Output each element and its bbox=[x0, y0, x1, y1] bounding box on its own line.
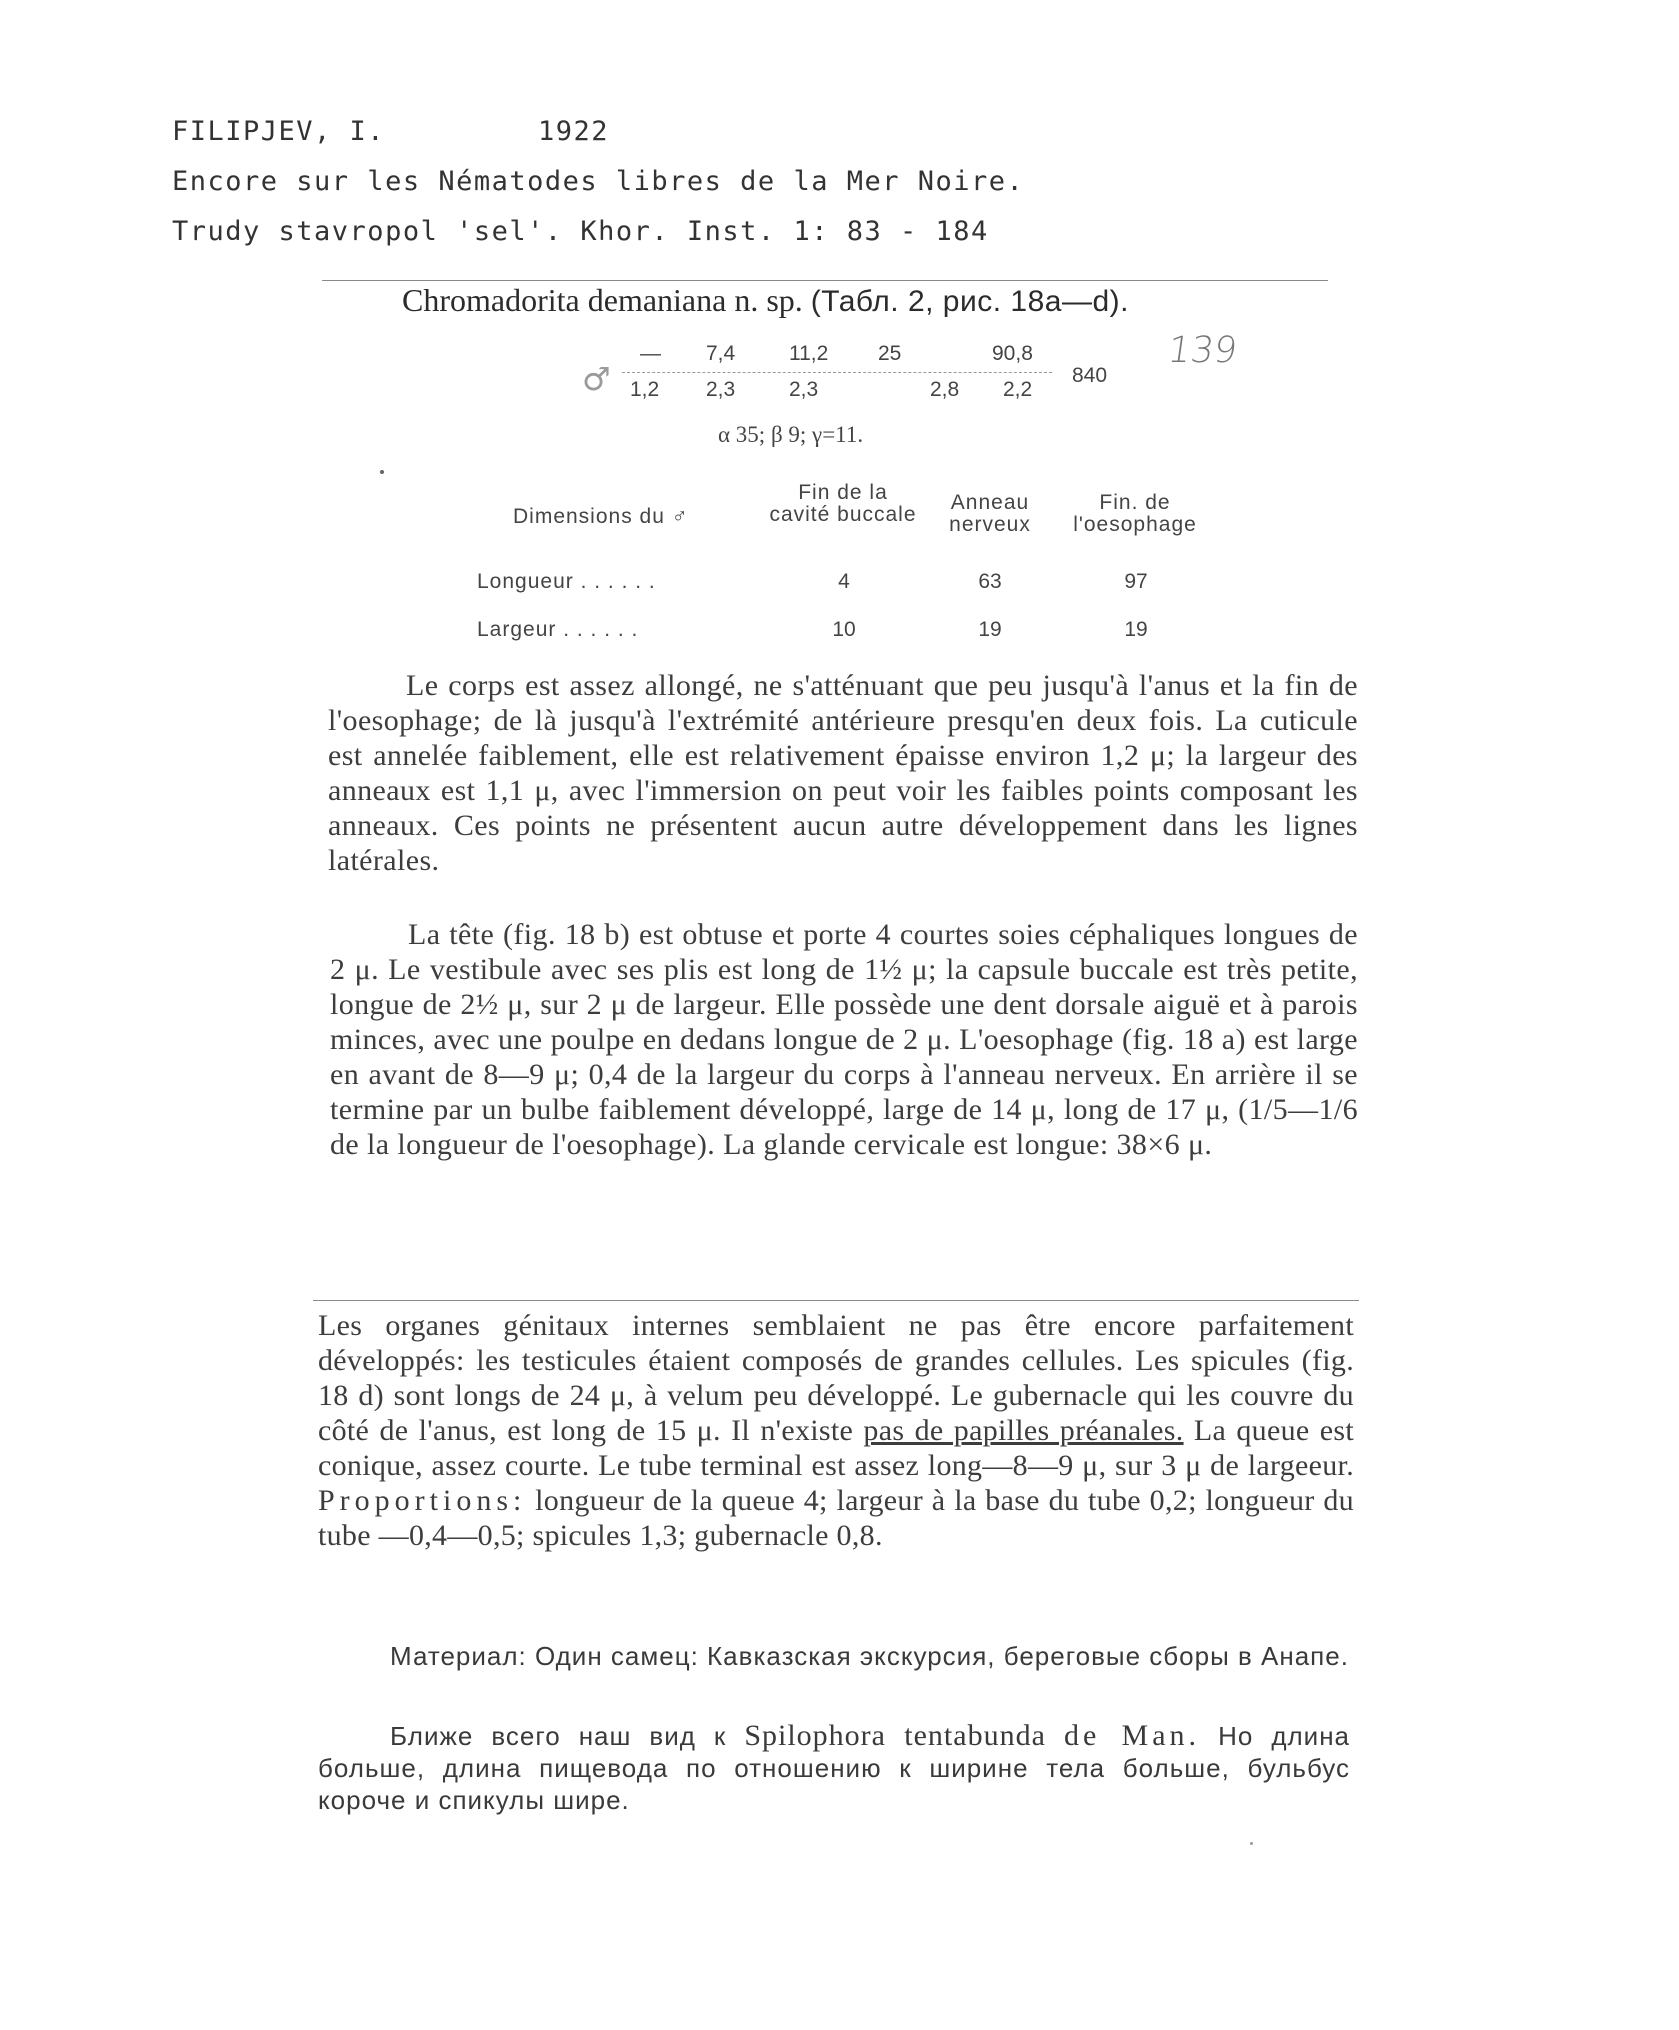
formula-top-4: 25 bbox=[878, 342, 902, 365]
russian-material-paragraph: Материал: Один самец: Кавказская экскурсия, береговые сборы в Анапе. bbox=[390, 1641, 1349, 1671]
column-header-oesophagus: Fin. de l'oesophage bbox=[1073, 491, 1197, 536]
formula-top-2: 7,4 bbox=[706, 342, 736, 365]
column-header-buccal: Fin de la cavité buccale bbox=[769, 481, 917, 526]
genital-text-b: La queue est conique, assez courte. Le tube terminal est assez long—8—9 μ, sur 3 μ de largeeur. bbox=[318, 1414, 1355, 1482]
formula-top-3: 11,2 bbox=[789, 342, 829, 365]
cell-largeur-buccal: 10 bbox=[832, 618, 856, 641]
comparison-text-b: Но длина больше, длина пищевода по отношению к ширине тела больше, бульбус короче и спикулы шире. bbox=[318, 1721, 1351, 1815]
paragraph-head-oesophagus: La tête (fig. 18 b) est obtuse et porte 4 courtes soies céphaliques longues de 2 μ. Le vestibule avec ses plis est long de 1½ μ; la capsule buccale est très petite, longue de 2½ μ, sur 2 μ de largeur. Elle possède une dent dorsale aiguë et à parois minces, avec une poulpe en dedans longue de 2 μ. L'oesophage (fig. 18 a) est large en avant de 8—9 μ; 0,4 de la largeur du corps à l'anneau nerveux. En arrière il se termine par un bulbe faiblement développé, large de 14 μ, long de 17 μ, (1/5—1/6 de la longueur de l'oesophage). La glande cervicale est longue: 38×6 μ. bbox=[330, 918, 1358, 1161]
formula-bottom-2: 2,3 bbox=[706, 378, 736, 401]
comparison-text-a: Ближе всего наш вид к bbox=[390, 1721, 727, 1751]
cell-longueur-buccal: 4 bbox=[838, 570, 850, 593]
citation-year: 1922 bbox=[538, 116, 610, 147]
middle-divider bbox=[313, 1300, 1359, 1301]
formula-ratios: α 35; β 9; γ=11. bbox=[718, 422, 864, 447]
formula-bottom-5: 2,2 bbox=[1003, 378, 1033, 401]
formula-top-5: 90,8 bbox=[992, 342, 1033, 365]
citation-author: FILIPJEV, I. bbox=[172, 116, 386, 147]
formula-line bbox=[622, 372, 1052, 373]
column-header-nerve-ring: Anneau nerveux bbox=[949, 491, 1031, 536]
cell-longueur-nerve: 63 bbox=[978, 570, 1002, 593]
citation-reference: Trudy stavropol 'sel'. Khor. Inst. 1: 83 - 184 bbox=[172, 216, 989, 247]
cell-longueur-oesophagus: 97 bbox=[1124, 570, 1148, 593]
proportions-heading: Proportions: bbox=[318, 1484, 527, 1517]
formula-bottom-3: 2,3 bbox=[789, 378, 819, 401]
cell-largeur-oesophagus: 19 bbox=[1124, 618, 1148, 641]
formula-total: 840 bbox=[1072, 364, 1108, 387]
scan-speck bbox=[1250, 1842, 1253, 1845]
citation-title: Encore sur les Nématodes libres de la Mer Noire. bbox=[172, 166, 1025, 197]
handwritten-number: 139 bbox=[1165, 330, 1240, 371]
row-label-largeur: Largeur . . . . . . bbox=[477, 618, 639, 641]
top-divider bbox=[322, 280, 1328, 281]
genital-text-c: longueur de la queue 4; largeur à la base du tube 0,2; longueur du tube —0,4—0,5; spicules 1,3; gubernacle 0,8. bbox=[318, 1484, 1354, 1552]
genital-text-a: Les organes génitaux internes semblaient ne pas être encore parfaitement développés: les testicules étaient composés de grandes cellules. Les spicules (fig. 18 d) sont longs de 24 μ, à velum peu développé. Le gubernacle qui les couvre du côté de l'anus, est long de 15 μ. Il n'existe bbox=[318, 1309, 1354, 1447]
paragraph-body-cuticle: Le corps est assez allongé, ne s'atténuant que peu jusqu'à l'anus et la fin de l'oesophage; de là jusqu'à l'extrémité antérieure presqu'en deux fois. La cuticule est annelée faiblement, elle est relativement épaisse environ 1,2 μ; la largeur des anneaux est 1,1 μ, avec l'immersion on peut voir les faibles points composant les anneaux. Ces points ne présentent aucun autre développement dans les lignes latérales. bbox=[328, 669, 1358, 877]
russian-comparison-paragraph bbox=[318, 1720, 1350, 1816]
species-name: Chromadorita demaniana n. sp. bbox=[402, 282, 803, 318]
formula-bottom-1: 1,2 bbox=[630, 378, 660, 401]
paragraph-genital-organs bbox=[318, 1308, 1354, 1553]
dimensions-label: Dimensions du ♂ bbox=[513, 505, 689, 528]
row-label-longueur: Longueur . . . . . . bbox=[477, 570, 656, 593]
cell-largeur-nerve: 19 bbox=[978, 618, 1002, 641]
formula-top-1: — bbox=[640, 342, 661, 365]
species-plate-ref: (Табл. 2, рис. 18a—d). bbox=[810, 285, 1129, 318]
scan-speck bbox=[380, 470, 384, 474]
species-heading bbox=[402, 282, 1129, 319]
formula-bottom-4: 2,8 bbox=[930, 378, 960, 401]
male-symbol: ♂ bbox=[582, 360, 611, 398]
comparison-species: Spilophora tentabunda bbox=[744, 1719, 1046, 1752]
comparison-author: de Man. bbox=[1063, 1719, 1201, 1752]
genital-text-underlined: pas de papilles préanales. bbox=[863, 1414, 1184, 1447]
